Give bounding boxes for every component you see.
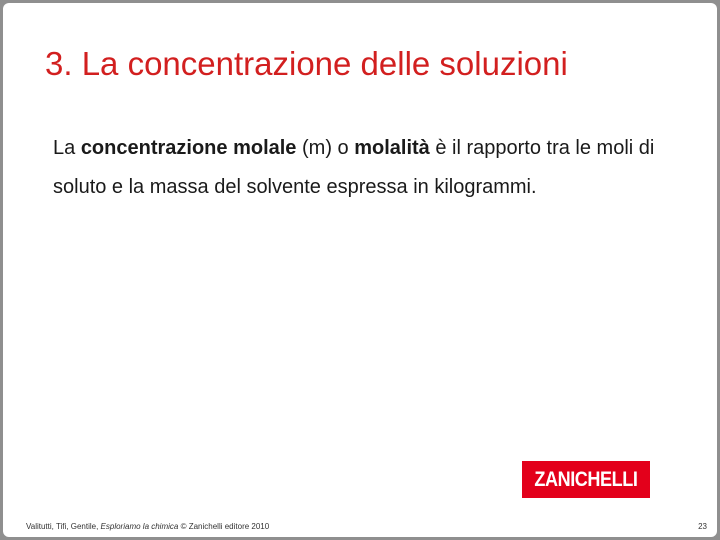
- slide: [3, 3, 717, 537]
- brand-logo-text: ZANICHELLI: [534, 467, 638, 491]
- term-molalita: molalità: [354, 137, 430, 159]
- slide-title: 3. La concentrazione delle soluzioni: [45, 45, 568, 82]
- body-paragraph: [53, 129, 673, 207]
- term-concentrazione-molale: concentrazione molale: [80, 137, 297, 159]
- footer-authors: Valitutti, Tifi, Gentile,: [26, 522, 101, 531]
- page-number: 23: [698, 522, 707, 531]
- zanichelli-logo: [522, 461, 650, 498]
- footer-copyright: © Zanichelli editore 2010: [178, 522, 270, 531]
- body-rest: è il rapporto tra le moli di soluto e la massa del solvente espressa in kilogrammi.: [53, 137, 655, 198]
- footer-book-title: Esploriamo la chimica: [100, 522, 179, 531]
- body-mid: (m) o: [296, 137, 355, 159]
- footer-credit: [26, 522, 269, 531]
- body-intro: La: [53, 137, 81, 159]
